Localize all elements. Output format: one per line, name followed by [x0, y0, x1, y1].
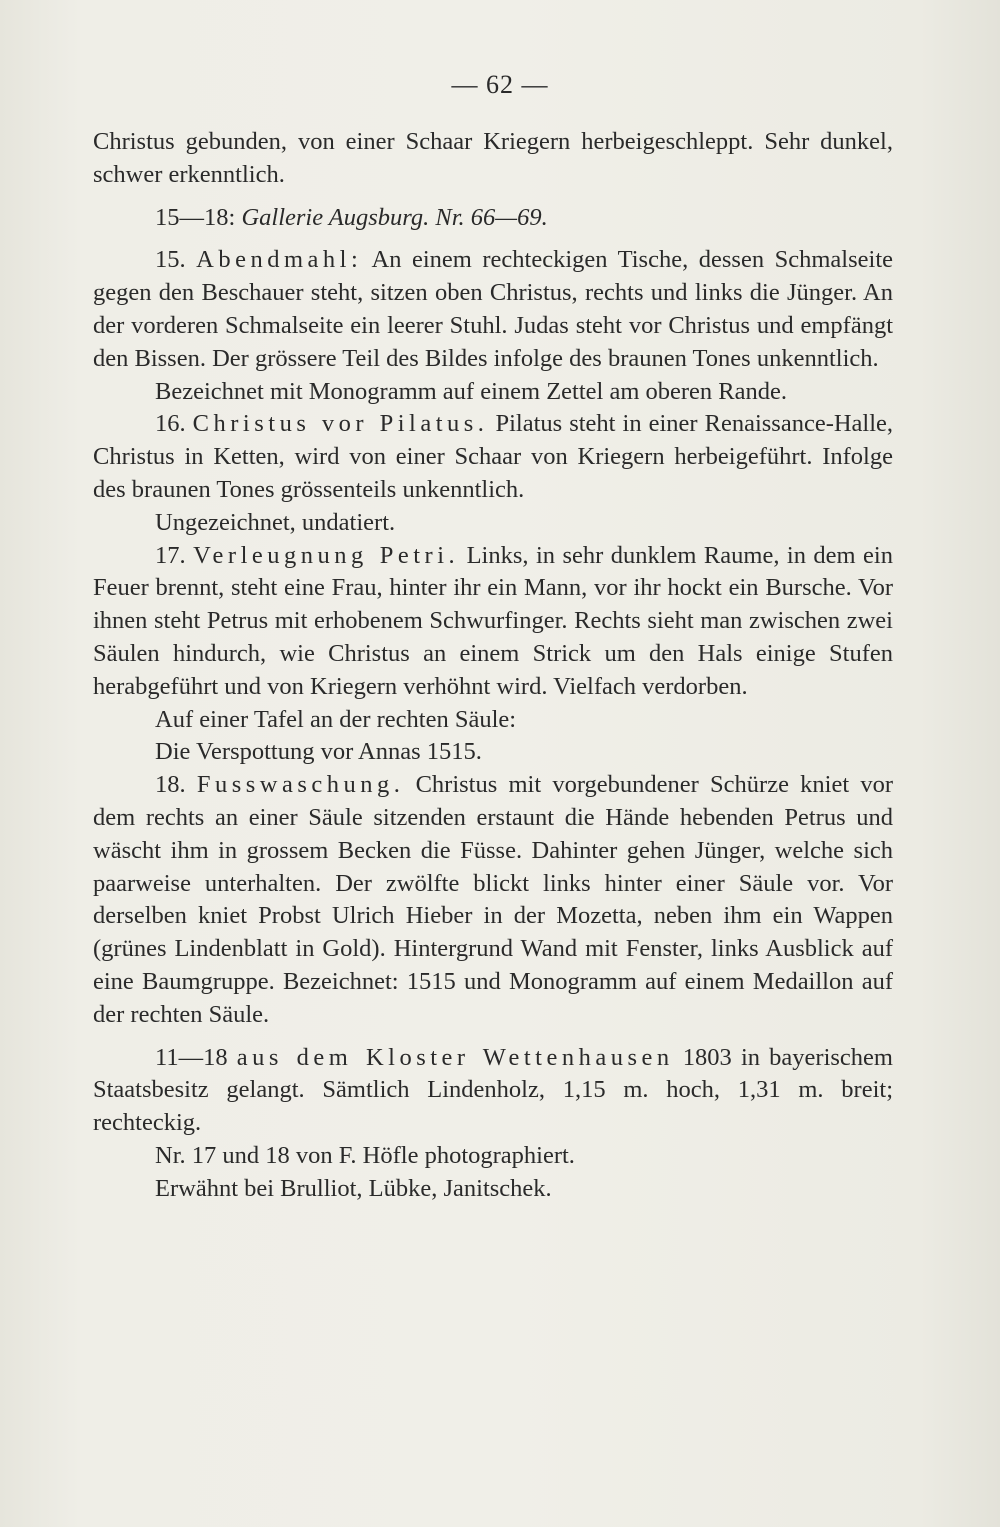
gallery-range: 15—18:	[155, 203, 236, 231]
entry-17	[93, 540, 893, 704]
gallery-reference	[93, 202, 893, 235]
entry-16-note: Ungezeichnet, undatiert.	[155, 508, 396, 536]
entry-18-text: Christus mit vorgebundener Schürze kniet vor dem rechts an einer Säule sitzenden erstaunt die Hände hebenden Petrus und wäscht ihm in grossem Becken die Füsse. Dahinter gehen Jünger, welche sich paarweise unterhalten. Der zwölfte blickt links hinter einer Säule vor. Vor derselben kniet Probst Ulrich Hieber in der Mozetta, neben ihm ein Wappen (grünes Lindenblatt in Gold). Hintergrund Wand mit Fenster, links Ausblick auf eine Baumgruppe. Bezeichnet: 1515 und Monogramm auf einem Medaillon auf der rechten Säule.	[93, 771, 893, 1028]
entry-16-number: 16.	[155, 410, 186, 438]
entry-17-note-2: Die Verspottung vor Annas 1515.	[155, 738, 482, 766]
page-number: — 62 —	[451, 70, 549, 99]
entry-17-note-1: Auf einer Tafel an der rechten Säule:	[155, 705, 517, 733]
summary-text: 1803 in bayerischem Staatsbesitz gelangt. Sämtlich Lindenholz, 1,15 m. hoch, 1,31 m. breit; rechteckig.	[93, 1043, 893, 1137]
entry-18	[93, 769, 893, 1031]
entry-18-number: 18.	[155, 771, 186, 799]
entry-15-number: 15.	[155, 246, 186, 274]
mentioned-note: Erwähnt bei Brulliot, Lübke, Janitschek.	[155, 1174, 552, 1202]
entry-16-title: Christus vor Pilatus.	[192, 410, 489, 438]
entry-15-title: Abendmahl:	[196, 246, 363, 274]
entry-15-text: An einem rechteckigen Tische, dessen Schmalseite gegen den Beschauer steht, sitzen oben Christus, rechts und links die Jünger. An der vorderen Schmalseite ein leerer Stuhl. Judas steht vor Christus und empfängt den Bissen. Der grössere Teil des Bildes infolge des braunen Tones unkenntlich.	[93, 246, 894, 372]
entry-18-title: Fusswaschung.	[196, 771, 405, 799]
provenance-summary	[93, 1042, 893, 1140]
entry-17-number: 17.	[155, 541, 186, 569]
entry-15	[93, 244, 893, 375]
entry-17-text: Links, in sehr dunklem Raume, in dem ein Feuer brennt, steht eine Frau, hinter ihr ein Mann, vor ihr hockt ein Bursche. Vor ihnen steht Petrus mit erhobenem Schwurfinger. Rechts sieht man zwischen zwei Säulen hindurch, wie Christus an einem Strick um den Hals einige Stufen herabgeführt und von Kriegern verhöhnt wird. Vielfach verdorben.	[93, 541, 893, 700]
gallery-source: Gallerie Augsburg. Nr. 66—69.	[241, 203, 548, 231]
entry-17-title: Verleugnung Petri.	[193, 541, 460, 569]
entry-16	[93, 408, 893, 506]
photo-note: Nr. 17 und 18 von F. Höfle photographiert.	[155, 1141, 575, 1169]
summary-range: 11—18	[155, 1043, 228, 1071]
page-body	[93, 126, 893, 1206]
entry-15-note: Bezeichnet mit Monogramm auf einem Zettel am oberen Rande.	[155, 377, 788, 405]
paragraph-continuation: Christus gebunden, von einer Schaar Kriegern herbeigeschleppt. Sehr dunkel, schwer erkenntlich.	[93, 128, 893, 188]
summary-origin: aus dem Kloster Wettenhausen	[236, 1043, 674, 1071]
entry-16-text: Pilatus steht in einer Renaissance-Halle, Christus in Ketten, wird von einer Schaar von Kriegern herbeigeführt. Infolge des braunen Tones grössenteils unkenntlich.	[93, 410, 894, 503]
